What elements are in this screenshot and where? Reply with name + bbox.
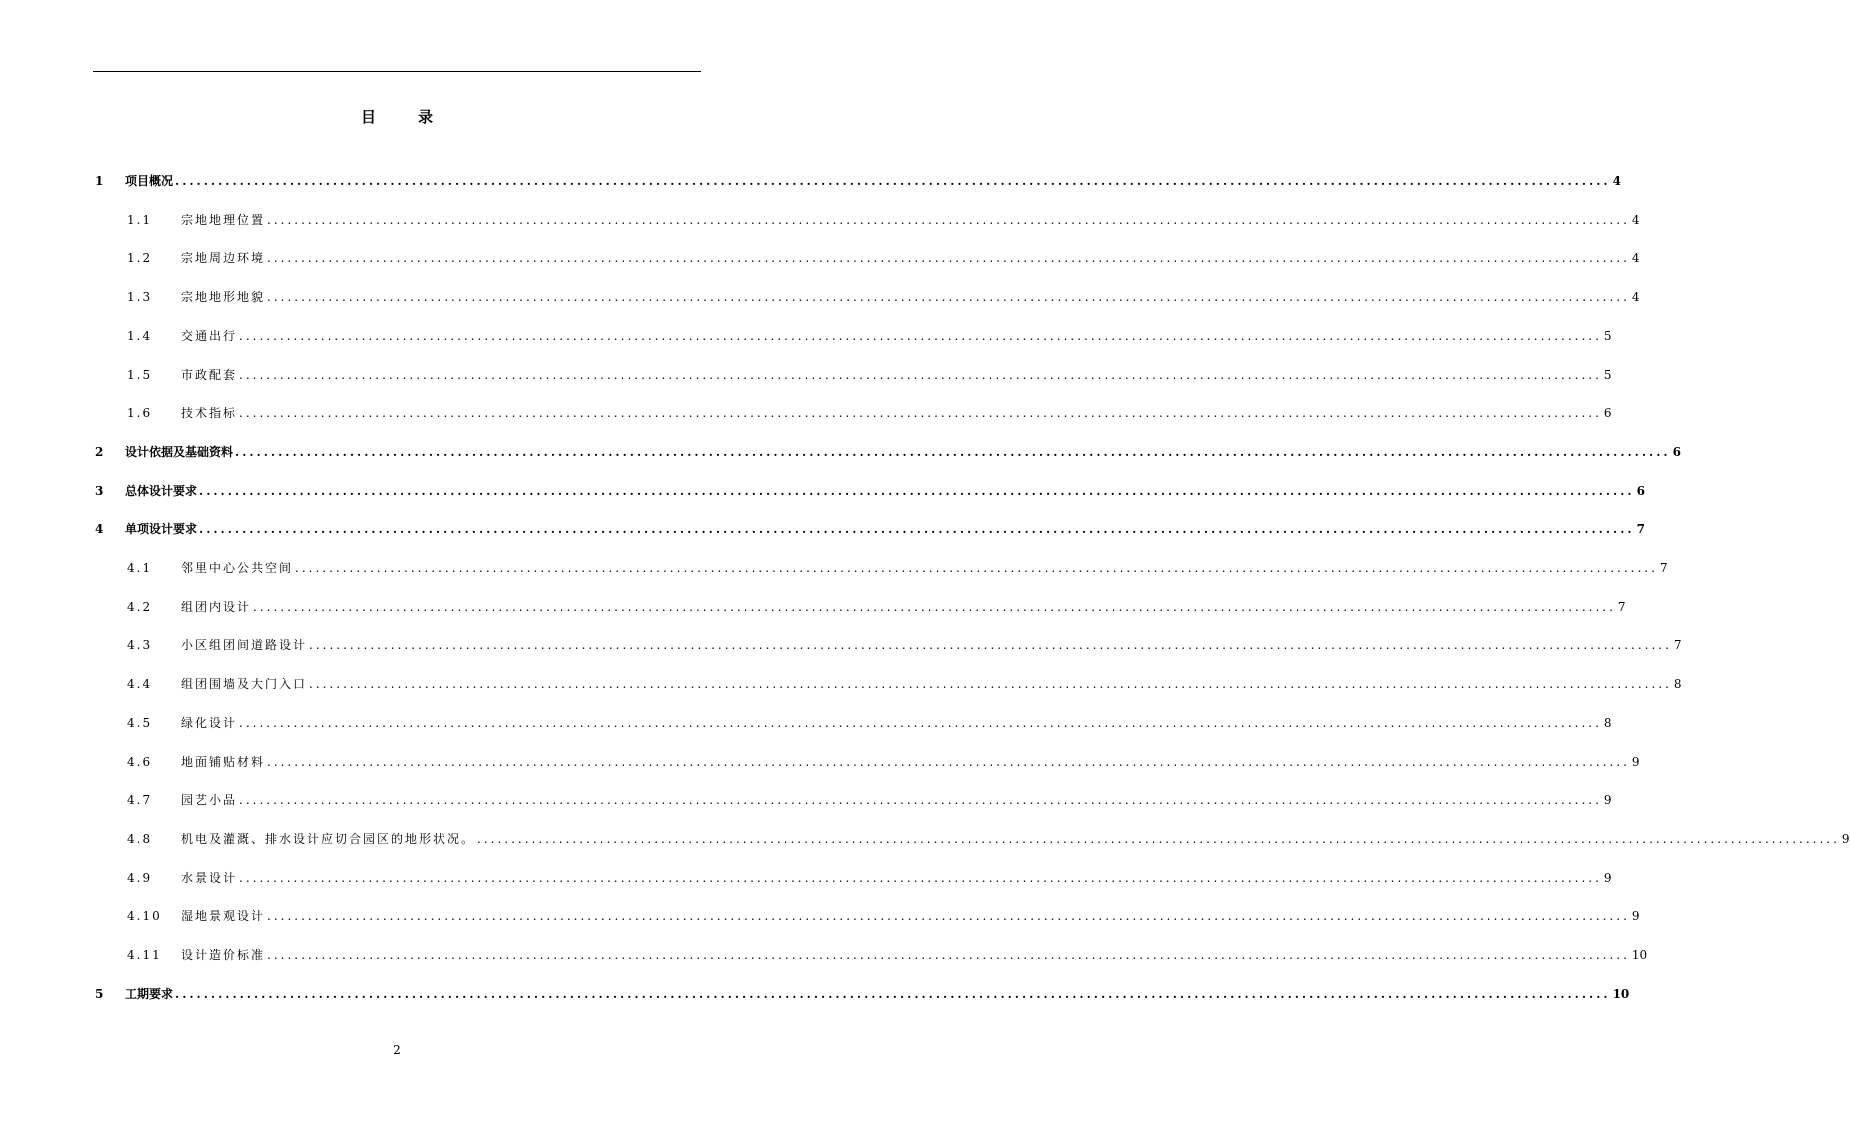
toc-entry-title: 宗地周边环境 xyxy=(181,251,266,265)
toc-entry-page: 10 xyxy=(1612,987,1630,1001)
toc-entry-page: 6 xyxy=(1636,484,1645,498)
toc-entry-number: 1 xyxy=(95,174,104,188)
toc-entry-title: 小区组团间道路设计 xyxy=(181,638,308,652)
toc-entry-number: 1.5 xyxy=(127,368,153,382)
toc-entry-page: 4 xyxy=(1631,213,1640,227)
toc-entry-title: 技术指标 xyxy=(181,406,238,420)
page-number: 2 xyxy=(393,1043,401,1057)
toc-entry-number: 4.3 xyxy=(127,638,153,652)
toc-entry-page: 7 xyxy=(1659,561,1668,575)
toc-title xyxy=(0,106,794,127)
toc-entry[interactable] xyxy=(95,211,1640,229)
toc-entry-page: 9 xyxy=(1631,909,1640,923)
toc-entry-number: 4.11 xyxy=(127,948,162,962)
toc-entry-title: 市政配套 xyxy=(181,368,238,382)
toc-entry[interactable] xyxy=(95,907,1640,925)
toc-entry-title: 单项设计要求 xyxy=(125,522,198,536)
toc-entry[interactable] xyxy=(95,443,1681,461)
toc-leader-dots: ........................................................................................................................................................................................................ xyxy=(175,987,1611,1001)
toc-entry-page: 10 xyxy=(1631,948,1648,962)
toc-entry-number: 2 xyxy=(95,445,104,459)
toc-entry[interactable] xyxy=(95,791,1612,809)
toc-entry-number: 4.5 xyxy=(127,716,153,730)
toc-leader-dots: ........................................................................................................................................................................................................ xyxy=(239,793,1602,807)
toc-entry-title: 交通出行 xyxy=(181,329,238,343)
toc-entry[interactable] xyxy=(95,327,1612,345)
toc-entry-title: 湿地景观设计 xyxy=(181,909,266,923)
toc-entry[interactable] xyxy=(95,559,1668,577)
toc-leader-dots: ........................................................................................................................................................................................................ xyxy=(267,948,1630,962)
toc-entry-number: 4.9 xyxy=(127,871,153,885)
toc-entry-number: 1.3 xyxy=(127,290,153,304)
toc-entry[interactable] xyxy=(95,482,1645,500)
toc-entry-title: 水景设计 xyxy=(181,871,238,885)
toc-entry-page: 5 xyxy=(1603,368,1612,382)
toc-leader-dots: ........................................................................................................................................................................................................ xyxy=(309,677,1672,691)
toc-entry-title: 机电及灌溉、排水设计应切合园区的地形状况。 xyxy=(181,832,476,846)
toc-entry[interactable] xyxy=(95,985,1630,1003)
toc-entry-title: 地面铺贴材料 xyxy=(181,755,266,769)
toc-entry-page: 8 xyxy=(1603,716,1612,730)
toc-entry-number: 4.1 xyxy=(127,561,153,575)
toc-entry[interactable] xyxy=(95,753,1640,771)
toc-leader-dots: ........................................................................................................................................................................................................ xyxy=(239,368,1602,382)
toc-entry-title: 园艺小品 xyxy=(181,793,238,807)
toc-entry[interactable] xyxy=(95,714,1612,732)
toc-entry-number: 4.4 xyxy=(127,677,153,691)
toc-leader-dots: ........................................................................................................................................................................................................ xyxy=(267,909,1630,923)
toc-entry-title: 项目概况 xyxy=(125,174,174,188)
toc-entry-page: 4 xyxy=(1612,174,1621,188)
toc-entry-title: 总体设计要求 xyxy=(125,484,198,498)
toc-entry-page: 4 xyxy=(1631,251,1640,265)
toc-leader-dots: ........................................................................................................................................................................................................ xyxy=(477,832,1840,846)
toc-entry-title: 设计造价标准 xyxy=(181,948,266,962)
toc-entry-page: 8 xyxy=(1673,677,1682,691)
toc-entry-page: 6 xyxy=(1603,406,1612,420)
toc-entry-page: 9 xyxy=(1841,832,1850,846)
toc-title-char-1: 目 xyxy=(360,108,376,126)
toc-entry-number: 3 xyxy=(95,484,104,498)
toc-entry-title: 宗地地理位置 xyxy=(181,213,266,227)
toc-entry-title: 绿化设计 xyxy=(181,716,238,730)
toc-entry-number: 4.6 xyxy=(127,755,153,769)
toc-leader-dots: ........................................................................................................................................................................................................ xyxy=(267,213,1630,227)
toc-title-char-2: 录 xyxy=(418,108,434,126)
toc-entry-page: 7 xyxy=(1617,600,1626,614)
toc-entry-title: 组团围墙及大门入口 xyxy=(181,677,308,691)
toc-entry-page: 5 xyxy=(1603,329,1612,343)
toc-leader-dots: ........................................................................................................................................................................................................ xyxy=(309,638,1672,652)
toc-entry[interactable] xyxy=(95,946,1648,964)
toc-entry-page: 6 xyxy=(1672,445,1681,459)
toc-entry-number: 4.8 xyxy=(127,832,153,846)
toc-entry-title: 工期要求 xyxy=(125,987,174,1001)
toc-entry-title: 组团内设计 xyxy=(181,600,252,614)
toc-entry[interactable] xyxy=(95,172,1621,190)
toc-entry-page: 9 xyxy=(1631,755,1640,769)
toc-entry-title: 邻里中心公共空间 xyxy=(181,561,294,575)
toc-entry-number: 5 xyxy=(95,987,104,1001)
toc-leader-dots: ........................................................................................................................................................................................................ xyxy=(267,251,1630,265)
toc-leader-dots: ........................................................................................................................................................................................................ xyxy=(235,445,1671,459)
toc-entry-number: 4.2 xyxy=(127,600,153,614)
toc-entry-page: 9 xyxy=(1603,793,1612,807)
toc-entry-page: 9 xyxy=(1603,871,1612,885)
toc-entry-number: 1.1 xyxy=(127,213,153,227)
toc-entry-title: 设计依据及基础资料 xyxy=(125,445,234,459)
toc-leader-dots: ........................................................................................................................................................................................................ xyxy=(239,716,1602,730)
toc-leader-dots: ........................................................................................................................................................................................................ xyxy=(267,290,1630,304)
toc-leader-dots: ........................................................................................................................................................................................................ xyxy=(199,522,1635,536)
toc-leader-dots: ........................................................................................................................................................................................................ xyxy=(267,755,1630,769)
toc-entry[interactable] xyxy=(95,598,1626,616)
toc-entry[interactable] xyxy=(95,830,1850,848)
toc-entry[interactable] xyxy=(95,675,1682,693)
toc-entry-page: 4 xyxy=(1631,290,1640,304)
toc-entry-number: 4 xyxy=(95,522,104,536)
toc-entry-page: 7 xyxy=(1673,638,1682,652)
toc-entry-title: 宗地地形地貌 xyxy=(181,290,266,304)
toc-entry-number: 1.4 xyxy=(127,329,153,343)
toc-entry-page: 7 xyxy=(1636,522,1645,536)
toc-entry[interactable] xyxy=(95,288,1640,306)
toc-entry-number: 4.10 xyxy=(127,909,162,923)
toc-leader-dots: ........................................................................................................................................................................................................ xyxy=(175,174,1611,188)
toc-entry[interactable] xyxy=(95,636,1682,654)
toc-leader-dots: ........................................................................................................................................................................................................ xyxy=(295,561,1658,575)
toc-leader-dots: ........................................................................................................................................................................................................ xyxy=(199,484,1635,498)
toc-leader-dots: ........................................................................................................................................................................................................ xyxy=(239,871,1602,885)
toc-leader-dots: ........................................................................................................................................................................................................ xyxy=(239,329,1602,343)
toc-entry[interactable] xyxy=(95,869,1612,887)
toc-leader-dots: ........................................................................................................................................................................................................ xyxy=(239,406,1602,420)
toc-entry-number: 1.6 xyxy=(127,406,153,420)
toc-entry[interactable] xyxy=(95,249,1640,267)
toc-entry[interactable] xyxy=(95,404,1612,422)
toc-entry-number: 4.7 xyxy=(127,793,153,807)
toc-entry-number: 1.2 xyxy=(127,251,153,265)
toc-entry[interactable] xyxy=(95,520,1645,538)
toc-entry[interactable] xyxy=(95,366,1612,384)
toc-leader-dots: ........................................................................................................................................................................................................ xyxy=(253,600,1616,614)
header-rule xyxy=(93,71,701,72)
